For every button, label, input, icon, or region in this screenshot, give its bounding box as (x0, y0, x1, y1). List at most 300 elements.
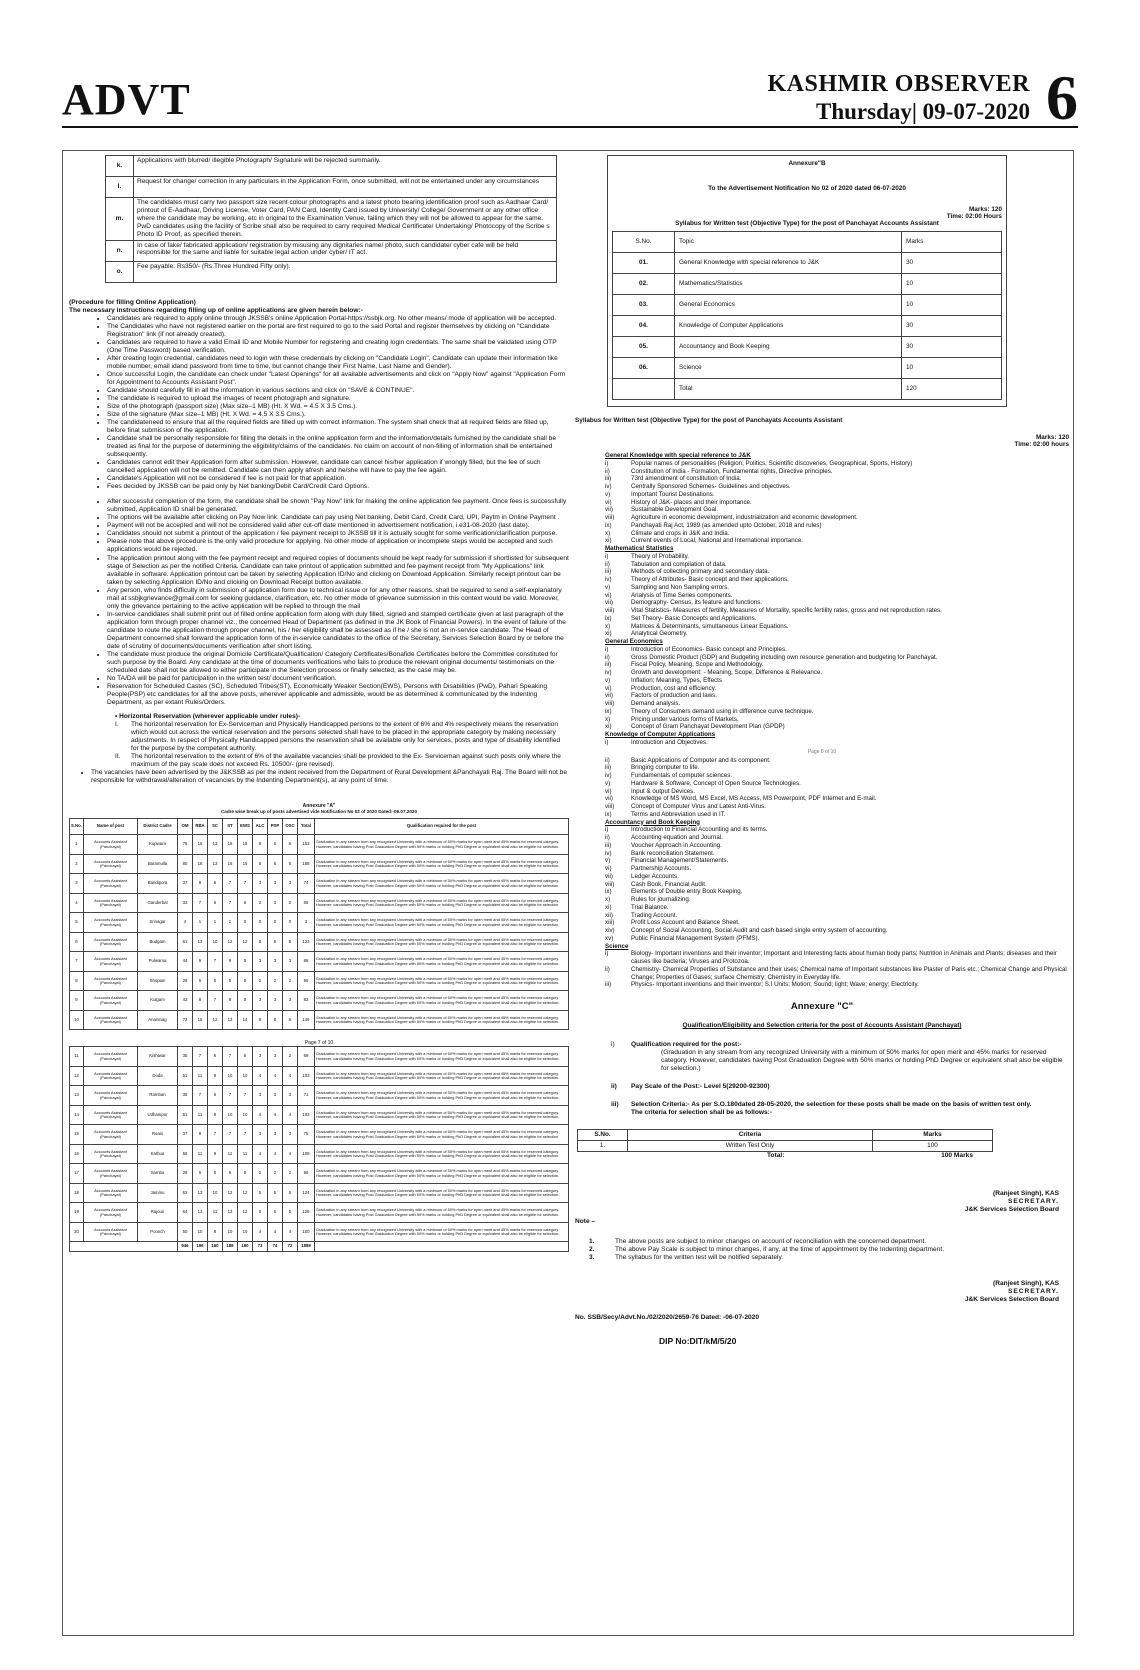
note-item (589, 1238, 1069, 1246)
marks-row (613, 253, 1002, 274)
procedure-item: • Once successful Login, the candidate can check under "Latest Openings" for all available advertisements and click on "Apply Now" against "Application Form for Appointment to Accounts Assistant Post". (107, 371, 569, 387)
cadre-cell: 55 (298, 971, 315, 991)
syllabus-item-number: iv) (605, 483, 612, 490)
cadre-row (70, 1125, 569, 1145)
cadre-cell: 6 (253, 835, 268, 855)
cadre-qualification: Graduation in any stream from any recognized University with a minimum of 50% marks for open merit and 45% marks for reserved category. However, candidates having Post Graduation Degree with 50% marks or holding PhD Degree or equivalent shall also be eligible for selection. (315, 1047, 569, 1067)
cadre-sno: 4 (70, 893, 84, 913)
syllabus-item (605, 506, 1069, 514)
cadre-post: Accounts Assistant (Panchayat) (84, 1010, 138, 1030)
marks-cell: 03. (613, 295, 675, 316)
syllabus-item (605, 568, 1069, 576)
syllabus-heading: Science (605, 942, 629, 950)
cadre-cell: 76 (178, 835, 193, 855)
cadre-cell: 0 (268, 913, 283, 933)
cadre-cell: 2 (268, 971, 283, 991)
marks-cell: 30 (902, 316, 1002, 337)
cadre-cell: 16 (193, 854, 208, 874)
cadre-header-cell: RBA (193, 819, 208, 835)
cadre-header-cell: EWS (238, 819, 253, 835)
syllabus-heading: General Economics (605, 638, 663, 645)
syllabus-item-text: Analytical Geometry. (631, 630, 688, 638)
syllabus-item (605, 888, 1069, 896)
cadre-post: Accounts Assistant (Panchayat) (84, 1164, 138, 1184)
syllabus-item (605, 803, 1069, 811)
cadre-row (70, 893, 569, 913)
cadre-cell: 5 (283, 932, 298, 952)
qualification-text: (Graduation in any stream from any recognized University with a minimum of 50% marks for open merit and 45% marks for reserved category. However, candidates having Post Graduation Degree with 50% marks or holding PhD Degree or equivalent shall also be eligible for selection.) (661, 1049, 1063, 1073)
cadre-cell: 13 (223, 1010, 238, 1030)
cadre-cell: 55 (178, 1144, 193, 1164)
cadre-qualification: Graduation in any stream from any recognized University with a minimum of 50% marks for open merit and 45% marks for reserved category. However, candidates having Post Graduation Degree with 50% marks or holding PhD Degree or equivalent shall also be eligible for selection. (315, 1183, 569, 1203)
syllabus-item-number: iv) (605, 849, 612, 857)
cadre-qualification: Graduation in any stream from any recognized University with a minimum of 50% marks for open merit and 45% marks for reserved category. However, candidates having Post Graduation Degree with 50% marks or holding PhD Degree or equivalent shall also be eligible for selection. (315, 952, 569, 972)
cadre-cell: 109 (298, 1144, 315, 1164)
syllabus-item-number: ix) (605, 888, 612, 896)
syllabus-item-number: vi) (605, 787, 612, 795)
annexure-a (69, 803, 569, 1252)
cadre-cell: 2 (283, 1164, 298, 1184)
condition-letter: m. (106, 198, 134, 241)
cadre-cell: 3 (283, 1086, 298, 1106)
syllabus-item (605, 772, 1069, 780)
horizontal-number: II. (115, 753, 121, 761)
cadre-cell: 44 (178, 952, 193, 972)
annexure-a-title: Annexure "A" (302, 803, 336, 810)
signature-name-2: (Ranjeet Singh), KAS (993, 1279, 1059, 1287)
cadre-cell: 10 (223, 1066, 238, 1086)
cadre-cell: 50 (178, 1222, 193, 1242)
cadre-cell: 12 (223, 1183, 238, 1203)
procedure-item: • Reservation for Scheduled Castes (SC), Scheduled Tribes(ST), Economically Weaker Section(EWS), Persons with Disabilities (PwD), Pahari Speaking People(PSP) etc candidates for all the above posts, wherever applicable and admissible, would be as determined & communicated by the Indenting Department, as per extant Rules/Orders. (107, 683, 569, 707)
syllabus-item-number: vi) (605, 498, 612, 506)
cadre-cell: 9 (193, 952, 208, 972)
syllabus-item (605, 865, 1069, 873)
syllabus-item-number: iii) (605, 764, 612, 772)
procedure-section (69, 299, 569, 786)
syllabus-item-number: iv) (605, 669, 612, 676)
cadre-sno: 18 (70, 1183, 84, 1203)
cadre-cell: Budgam (138, 932, 178, 952)
cadre-cell: 3 (253, 1086, 268, 1106)
cadre-qualification: Graduation in any stream from any recognized University with a minimum of 50% marks for open merit and 45% marks for reserved category. However, candidates having Post Graduation Degree with 50% marks or holding PhD Degree or equivalent shall also be eligible for selection. (315, 913, 569, 933)
cadre-cell: 2 (283, 971, 298, 991)
syllabus-item (605, 592, 1069, 600)
criteria-cell: 1. (578, 1140, 628, 1151)
cadre-cell: Srinagar (138, 913, 178, 933)
note-text: The syllabus for the written test will be notified separately. (615, 1253, 784, 1261)
syllabus-item (605, 935, 1069, 943)
marks-cell: 10 (902, 274, 1002, 295)
cadre-cell: 0 (238, 913, 253, 933)
marks-row (613, 274, 1002, 295)
horizontal-text: The horizontal reservation to the extent of 6% of the available vacancies shall be provided to the Ex- Serviceman against such posts only where the maximum of the pay scale does not exceed Rs. 10500/- (pre revised). (131, 753, 561, 769)
cadre-cell: 0 (283, 913, 298, 933)
procedure-item: • Size of the signature (Max size–1 MB) (Ht. X Wd. = 4.5 X 3.5 Cms.). (107, 411, 569, 419)
cadre-qualification: Graduation in any stream from any recognized University with a minimum of 50% marks for open merit and 45% marks for reserved category. However, candidates having Post Graduation Degree with 50% marks or holding PhD Degree or equivalent shall also be eligible for selection. (315, 1144, 569, 1164)
cadre-cell: 69 (298, 1047, 315, 1067)
cadre-row (70, 971, 569, 991)
cadre-cell: 7 (223, 893, 238, 913)
cadre-cell: 7 (238, 1086, 253, 1106)
syllabus-item-number: ii) (605, 965, 610, 973)
qualification-item (575, 1041, 1069, 1073)
pay-scale-number: ii) (611, 1083, 617, 1091)
cadre-post: Accounts Assistant (Panchayat) (84, 874, 138, 894)
cadre-qualification: Graduation in any stream from any recognized University with a minimum of 50% marks for open merit and 45% marks for reserved category. However, candidates having Post Graduation Degree with 50% marks or holding PhD Degree or equivalent shall also be eligible for selection. (315, 893, 569, 913)
syllabus-item-number: i) (605, 826, 609, 834)
condition-text: In case of fake/ fabricated application/ registration by misusing any dignitaries name/ photo, such candidate/ cyber cafe will be held responsible for the same and liable for suitable legal action under cyber/ IT act. (134, 240, 557, 261)
procedure-item: • The Candidates who have not registered earlier on the portal are first required to go to the said Portal and register themselves by clicking on "Candidate Registration" link (if not already created). (107, 323, 569, 339)
cadre-row (70, 835, 569, 855)
syllabus-item-text: Climate and crops in J&K and India. (631, 529, 730, 537)
syllabus-item-number: ii) (605, 467, 610, 475)
syllabus-item (605, 468, 1069, 476)
syllabus-item-number: iii) (605, 475, 612, 483)
syllabus-item (605, 475, 1069, 483)
syllabus-item (605, 826, 1069, 834)
annexure-c-title: Annexure "C" (790, 1001, 854, 1012)
cadre-header-cell: Qualification required for the post (315, 819, 569, 835)
condition-letter: k. (106, 156, 134, 177)
cadre-qualification: Graduation in any stream from any recognized University with a minimum of 50% marks for open merit and 45% marks for reserved category. However, candidates having Post Graduation Degree with 50% marks or holding PhD Degree or equivalent shall also be eligible for selection. (315, 1066, 569, 1086)
syllabus-heading: Accountancy and Book Keeping (605, 818, 700, 826)
signature-title: SECRETARY. (1007, 1197, 1059, 1205)
procedure-item: • Fees decided by JKSSB can be paid only by Net banking/Debit Card/Credit Card Options. (107, 483, 569, 491)
syllabus-item-text: Voucher Approach in Accounting. (631, 841, 722, 849)
marks-cell: Science (675, 358, 902, 379)
cadre-cell: 4 (253, 1105, 268, 1125)
cadre-cell: 8 (193, 1125, 208, 1145)
cadre-cell: Rajouri (138, 1203, 178, 1223)
syllabus-heading: Mathematics/ Statistics (605, 545, 674, 552)
syllabus-item-text: Theory of Probability. (631, 552, 690, 560)
cadre-cell: 2 (253, 971, 268, 991)
syllabus-item-number: x) (605, 896, 611, 903)
syllabus-item-number: v) (605, 676, 611, 684)
cadre-cell: 9 (223, 952, 238, 972)
marks-header-cell: Marks (902, 232, 1002, 253)
syllabus-item-number: xv) (605, 934, 614, 942)
cadre-cell: 28 (178, 971, 193, 991)
signature-title-2: SECRETARY. (1007, 1287, 1059, 1295)
marks-table (612, 231, 1002, 400)
cadre-row (70, 854, 569, 874)
cadre-cell: 6 (193, 971, 208, 991)
note-number: 2. (589, 1245, 595, 1253)
syllabus-item-number: iii) (605, 981, 612, 989)
cadre-sno: 1 (70, 835, 84, 855)
syllabus-item-number: xi) (605, 903, 612, 911)
cadre-cell: 2 (253, 893, 268, 913)
cadre-sno: 19 (70, 1203, 84, 1223)
procedure-item: • Candidates cannot edit their Application form after submission. However, candidate can cancel his/her application if wrongly filled, but the fee of such cancelled application will not be remitted. Candidate can then apply afresh and he/she will have to pay the fee again. (107, 459, 569, 475)
cadre-sno: 20 (70, 1222, 84, 1242)
syllabus-item-number: vii) (605, 795, 613, 803)
cadre-header-cell: Total (298, 819, 315, 835)
cadre-qualification: Graduation in any stream from any recognized University with a minimum of 50% marks for open merit and 45% marks for reserved category. However, candidates having Post Graduation Degree with 50% marks or holding PhD Degree or equivalent shall also be eligible for selection. (315, 835, 569, 855)
issue-date: Thursday| 09-07-2020 (815, 99, 1030, 124)
marks-cell: General Knowledge with special reference to J&K (675, 253, 902, 274)
page-number: 6 (1046, 62, 1078, 133)
cadre-total-cell: 946 (178, 1242, 193, 1252)
cadre-sno: 16 (70, 1144, 84, 1164)
cadre-cell: 4 (178, 913, 193, 933)
syllabus-item-text: Demography- Census, its feature and functions. (631, 599, 763, 607)
syllabus-item-text: Elements of Double entry Book Keeping. (631, 888, 743, 896)
syllabus-item-number: ii) (605, 653, 610, 661)
marks-cell: 10 (902, 358, 1002, 379)
criteria-header-cell: Marks (873, 1130, 993, 1141)
syllabus-item-text: Pricing under various forms of Markets. (631, 715, 739, 723)
condition-row (106, 177, 557, 198)
annexure-c-subtitle: Qualification/Eligibility and Selection criteria for the post of Accounts Assistant (Panchayat) (682, 1022, 962, 1029)
cadre-cell: 1 (208, 913, 223, 933)
syllabus-item-number: i) (605, 738, 609, 746)
syllabus-item-number: ii) (605, 560, 610, 568)
cadre-cell: Kupwara (138, 835, 178, 855)
cadre-cell: 4 (283, 1105, 298, 1125)
cadre-cell: 103 (298, 1066, 315, 1086)
cadre-cell: 3 (253, 874, 268, 894)
syllabus-item (605, 811, 1069, 819)
cadre-cell: 7 (223, 874, 238, 894)
cadre-cell: 2 (268, 1164, 283, 1184)
cadre-cell: 5 (238, 1164, 253, 1184)
cadre-qualification: Graduation in any stream from any recognized University with a minimum of 50% marks for open merit and 45% marks for reserved category. However, candidates having Post Graduation Degree with 50% marks or holding PhD Degree or equivalent shall also be eligible for selection. (315, 874, 569, 894)
cadre-cell: 4 (283, 1144, 298, 1164)
cadre-row (70, 932, 569, 952)
syllabus-item (605, 795, 1069, 803)
procedure-title: (Procedure for filling Online Application) (69, 298, 196, 306)
cadre-cell: 33 (178, 893, 193, 913)
cadre-cell: 6 (208, 1047, 223, 1067)
cadre-row (70, 1047, 569, 1067)
syllabus-item-text: Important Tourist Destinations. (631, 490, 715, 498)
syllabus-item (605, 966, 1069, 982)
cadre-cell: 62 (178, 1183, 193, 1203)
cadre-cell: 153 (298, 835, 315, 855)
cadre-cell: 5 (268, 1203, 283, 1223)
cadre-post: Accounts Assistant (Panchayat) (84, 1105, 138, 1125)
syllabus-item-text: Financial Management/Statements. (631, 857, 729, 865)
marks-header-cell: S.No. (613, 232, 675, 253)
syllabus-item (605, 927, 1069, 935)
page-label-7: Page 7 of 10 (304, 1040, 334, 1047)
annexure-b-title: Annexure"B (788, 160, 826, 167)
cadre-cell: 8 (268, 1010, 283, 1030)
syllabus-item-number: iii) (605, 841, 612, 849)
cadre-cell: 12 (223, 932, 238, 952)
syllabus-item (605, 739, 1069, 747)
cadre-cell: 11 (208, 1203, 223, 1223)
cadre-cell: 158 (298, 854, 315, 874)
syllabus-item (605, 912, 1069, 920)
cadre-cell: 71 (298, 1086, 315, 1106)
syllabus-item-text: Accounting equation and Journal. (631, 834, 723, 841)
syllabus-item-number: x) (605, 622, 611, 630)
cadre-cell: 7 (193, 1047, 208, 1067)
syllabus-item-text: Terms and Abbreviation used in IT. (631, 810, 726, 818)
syllabus-item-text: Current events of Local, National and International importance. (631, 537, 803, 545)
cadre-cell: 16 (223, 854, 238, 874)
syllabus-item-text: Introduction of Economics- Basic concept and Principles. (631, 645, 787, 653)
cadre-cell: 9 (208, 1144, 223, 1164)
syllabus-item (605, 623, 1069, 631)
syllabus-item (605, 669, 1069, 677)
syllabus-item (605, 757, 1069, 765)
cadre-cell: 0 (253, 913, 268, 933)
cadre-cell: 3 (283, 952, 298, 972)
right-column (575, 155, 1069, 1346)
syllabus-item (605, 584, 1069, 592)
cadre-sno: 13 (70, 1086, 84, 1106)
syllabus-item (605, 857, 1069, 865)
marks-row (613, 295, 1002, 316)
syllabus-item-text: Profit Loss Account and Balance Sheet. (631, 919, 740, 927)
cadre-cell: 10 (193, 1222, 208, 1242)
criteria-header-cell: Criteria (628, 1130, 873, 1141)
cadre-header-cell: OM (178, 819, 193, 835)
syllabus-item-number: viii) (605, 514, 615, 521)
syllabus-item-text: Popular names of personalities (Religion, Politics, Scientific discoveries, Geographical, Sports, History) (631, 459, 913, 467)
cadre-cell: 9 (208, 1105, 223, 1125)
syllabus-item-text: Fundamentals of computer sciences. (631, 772, 733, 779)
cadre-sno: 10 (70, 1010, 84, 1030)
horizontal-title: • Horizontal Reservation (wherever applicable under rules)- (115, 713, 301, 721)
cadre-header-cell: Name of post (84, 819, 138, 835)
syllabus-item-number: vi) (605, 591, 612, 599)
signature-name: (Ranjeet Singh), KAS (993, 1189, 1059, 1197)
advertisement-frame (62, 150, 1074, 1636)
cadre-cell: 3 (268, 874, 283, 894)
note-number: 3. (589, 1253, 595, 1261)
syllabus-item-number: ii) (605, 834, 610, 841)
cadre-post: Accounts Assistant (Panchayat) (84, 1183, 138, 1203)
condition-row (106, 240, 557, 261)
cadre-cell: 4 (268, 1066, 283, 1086)
annexure-c (575, 1001, 1069, 1346)
cadre-cell: 7 (208, 1125, 223, 1145)
cadre-cell: Reasi (138, 1125, 178, 1145)
criteria-cell: Written Test Only (628, 1140, 873, 1151)
horizontal-item (115, 753, 569, 769)
syllabus-item (605, 677, 1069, 685)
cadre-cell: 10 (223, 1105, 238, 1125)
marks-cell: 01. (613, 253, 675, 274)
procedure-item: • Please note that above procedure is the only valid procedure for applying. No other mode of application or incomplete steps would be accepted and such applications would be rejected. (107, 538, 569, 554)
procedure-item: • The candidate must produce the original Domicile Certificate/Qualification/ Category Certificates/Bonafide Certificates before the Committee constituted for such purpose by the Board. Any candidate at the time of documents verifications who fails to produce the relevant original documents/ testimonials on the scheduled date shall not be allowed to either participate in the Selection process or finally selected, as the case may be. (107, 651, 569, 675)
cadre-cell: 4 (253, 1066, 268, 1086)
criteria-total-value: 100 Marks (941, 1151, 973, 1159)
cadre-cell: 6 (223, 1164, 238, 1184)
marks-row (613, 358, 1002, 379)
cadre-cell: 83 (298, 991, 315, 1011)
cadre-row (70, 1086, 569, 1106)
cadre-cell: 103 (298, 1105, 315, 1125)
syllabus-item-number: vii) (605, 599, 613, 607)
cadre-cell: 7 (238, 874, 253, 894)
cadre-cell: 12 (238, 1203, 253, 1223)
cadre-cell: 13 (193, 932, 208, 952)
cadre-cell: 14 (238, 1010, 253, 1030)
signature-org-2: J&K Services Selection Board (964, 1295, 1059, 1303)
cadre-cell: 9 (208, 1066, 223, 1086)
cadre-row (70, 1203, 569, 1223)
syllabus-item (605, 850, 1069, 858)
horizontal-reservation (69, 713, 569, 769)
cadre-cell: 61 (178, 932, 193, 952)
syllabus-item-text: Fiscal Policy, Meaning, Scope and Methodology. (631, 661, 764, 669)
cadre-cell: 3 (268, 1125, 283, 1145)
marks-cell: 30 (902, 253, 1002, 274)
cadre-cell: 74 (298, 874, 315, 894)
cadre-row (70, 1010, 569, 1030)
condition-row (106, 156, 557, 177)
cadre-total-cell: 160 (208, 1242, 223, 1252)
procedure-item: • After successful completion of the form, the candidate shall be shown "Pay Now" link for making the online application fee payment. Once fees is successfully submitted, Application ID shall be generated. (107, 498, 569, 514)
marks-cell: 04. (613, 316, 675, 337)
procedure-item: • In-service candidates shall submit print out of filled online application form along with duly filled, signed and stamped certificate given at last paragraph of the application form through proper channel viz., the concerned Head of Department (as defined in the JK Book of Financial Powers). In the event of failure of the candidate to route the application through proper channel, his / her eligibility shall be assessed as if he / she is not an in-service candidate. The Head of Department concerned shall forward the application form of the in-service candidates to the office of the Secretary, Services Selection Board by or before the date of scrutiny of documents/documents verification after short listing. (107, 611, 569, 651)
cadre-total-cell: 1889 (298, 1242, 315, 1252)
procedure-item: • Any person, who finds difficulty in submission of application form due to technical issue or for any other reasons, shall be required to send a self-explanatory mail at ssbjkgrievance@gmail.com for seeking guidance, clarification, etc. No other mode of grievance submission in this context would be valid. Moreover, only the grievance pertaining to the active application will be replied to through the mail (107, 587, 569, 611)
syllabus-item-number: vii) (605, 506, 613, 514)
cadre-cell: 6 (253, 1010, 268, 1030)
syllabus-item (605, 788, 1069, 796)
cadre-cell: 43 (178, 991, 193, 1011)
syllabus-item-text: Physics- Important inventions and their inventor; S.I Units; Motion; Sound; light; Wave; energy; Electricity. (631, 981, 919, 989)
cadre-cell: 64 (178, 1203, 193, 1223)
cadre-cell: 37 (178, 874, 193, 894)
cadre-cell: 56 (298, 1164, 315, 1184)
cadre-qualification: Graduation in any stream from any recognized University with a minimum of 50% marks for open merit and 45% marks for reserved category. However, candidates having Post Graduation Degree with 50% marks or holding PhD Degree or equivalent shall also be eligible for selection. (315, 1010, 569, 1030)
syllabus-item-text: Matrices & Determinants, simultaneous Linear Equations. (631, 622, 789, 630)
selection-item (575, 1101, 1069, 1117)
cadre-cell: 3 (283, 874, 298, 894)
cadre-cell: 5 (238, 971, 253, 991)
syllabus-item-text: Hardware & Software, Concept of Open Source Technologies. (631, 779, 801, 787)
syllabus-item (605, 881, 1069, 889)
cadre-sno: 3 (70, 874, 84, 894)
syllabus-item-text: Concept of Computer Virus and Latest Anti-Virus. (631, 803, 766, 810)
condition-text: Request for change/ correction in any particulars in the Application Form, once submitted, will not be entertained under any circumstances (134, 177, 557, 198)
syllabus-item-number: i) (605, 645, 609, 653)
cadre-cell: 12 (238, 1183, 253, 1203)
syllabus-item-number: x) (605, 529, 611, 537)
cadre-cell: 100 (298, 1222, 315, 1242)
syllabus-item-text: Inflation; Meaning, Types, Effects (631, 676, 722, 684)
syllabus-item (605, 607, 1069, 615)
syllabus-item (605, 950, 1069, 966)
cadre-cell: Kulgam (138, 991, 178, 1011)
cadre-cell: 11 (193, 1105, 208, 1125)
cadre-cell: 4 (253, 1144, 268, 1164)
cadre-cell: 80 (178, 854, 193, 874)
syllabus-item-number: xi) (605, 630, 612, 638)
annexure-b-syllabus-title: Syllabus for Written test (Objective Type) for the post of Panchayat Accounts Assistant (675, 220, 939, 227)
syllabus-item-text: Theory of Consumers demand using in difference curve technique. (631, 707, 814, 715)
cadre-cell: Samba (138, 1164, 178, 1184)
cadre-cell: 6 (208, 893, 223, 913)
syllabus-item (605, 716, 1069, 724)
cadre-total-cell: 72 (283, 1242, 298, 1252)
cadre-qualification: Graduation in any stream from any recognized University with a minimum of 50% marks for open merit and 45% marks for reserved category. However, candidates having Post Graduation Degree with 50% marks or holding PhD Degree or equivalent shall also be eligible for selection. (315, 1164, 569, 1184)
condition-row (106, 261, 557, 282)
cadre-cell: 66 (298, 893, 315, 913)
note-text: The above posts are subject to minor changes on account of reconciliation with the concerned department. (615, 1237, 927, 1245)
signature-block-2 (575, 1280, 1069, 1304)
cadre-cell: 7 (223, 1047, 238, 1067)
